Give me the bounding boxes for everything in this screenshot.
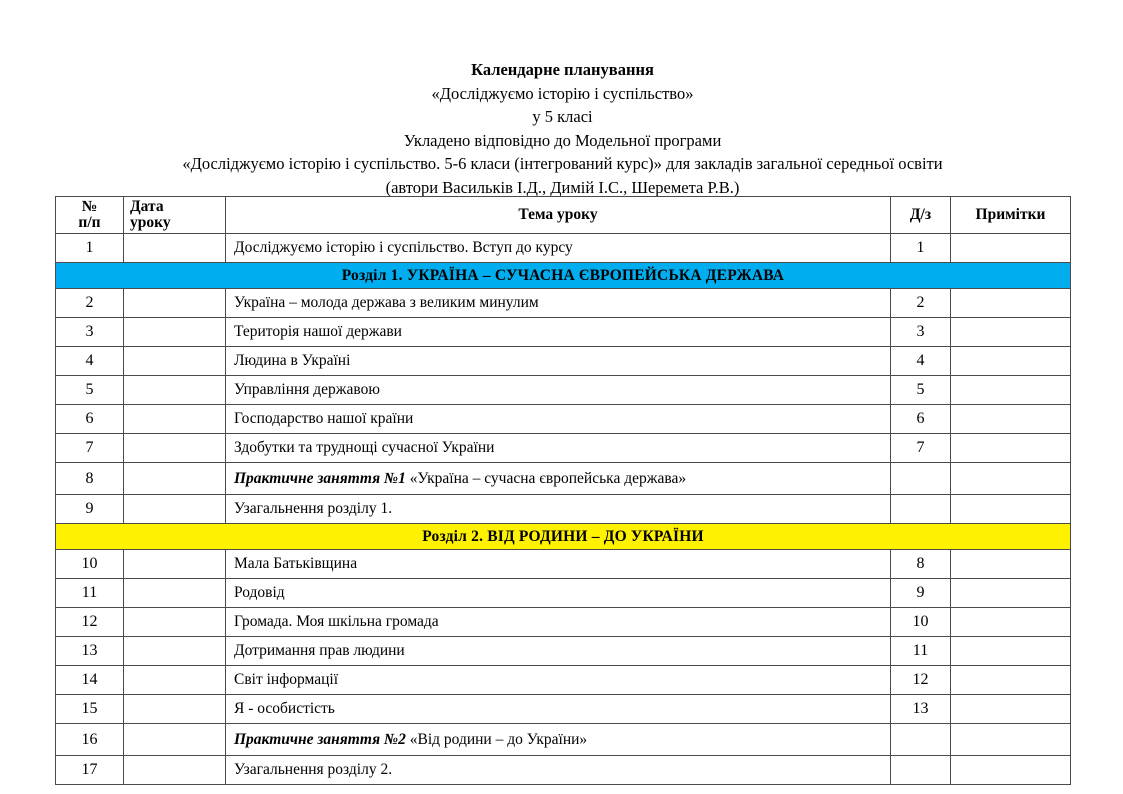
cell-lesson-date[interactable] bbox=[124, 289, 226, 318]
table-row bbox=[56, 405, 1071, 434]
cell-lesson-date[interactable] bbox=[124, 608, 226, 637]
cell-lesson-theme: Я - особистість bbox=[226, 695, 891, 724]
cell-lesson-number: 6 bbox=[56, 405, 124, 434]
cell-lesson-theme: Практичне заняття №2 «Від родини – до України» bbox=[226, 724, 891, 756]
column-header-date bbox=[124, 197, 226, 234]
cell-lesson-theme: Управління державою bbox=[226, 376, 891, 405]
section-title: Розділ 1. УКРАЇНА – СУЧАСНА ЄВРОПЕЙСЬКА ДЕРЖАВА bbox=[56, 263, 1071, 289]
table-row bbox=[56, 608, 1071, 637]
cell-homework: 7 bbox=[891, 434, 951, 463]
cell-lesson-number: 17 bbox=[56, 756, 124, 785]
table-row bbox=[56, 495, 1071, 524]
column-header-date-line2: уроку bbox=[130, 214, 171, 231]
cell-homework: 13 bbox=[891, 695, 951, 724]
cell-lesson-date[interactable] bbox=[124, 550, 226, 579]
cell-lesson-number: 13 bbox=[56, 637, 124, 666]
heading-line-compiled-per: Укладено відповідно до Модельної програми bbox=[403, 130, 722, 150]
cell-lesson-date[interactable] bbox=[124, 637, 226, 666]
cell-homework: 3 bbox=[891, 318, 951, 347]
cell-lesson-number: 2 bbox=[56, 289, 124, 318]
heading-line-program-reference: «Досліджуємо історію і суспільство. 5-6 класи (інтегрований курс)» для закладів загальної середньої освіти bbox=[182, 154, 943, 173]
cell-lesson-date[interactable] bbox=[124, 724, 226, 756]
cell-notes[interactable] bbox=[951, 608, 1071, 637]
cell-notes[interactable] bbox=[951, 289, 1071, 318]
cell-notes[interactable] bbox=[951, 347, 1071, 376]
cell-homework: 5 bbox=[891, 376, 951, 405]
table-row bbox=[56, 637, 1071, 666]
cell-lesson-theme: Досліджуємо історію і суспільство. Вступ до курсу bbox=[226, 234, 891, 263]
heading-line-course-name: «Досліджуємо історію і суспільство» bbox=[431, 83, 694, 103]
cell-lesson-theme: Україна – молода держава з великим минулим bbox=[226, 289, 891, 318]
cell-lesson-number: 10 bbox=[56, 550, 124, 579]
cell-lesson-theme: Здобутки та труднощі сучасної України bbox=[226, 434, 891, 463]
cell-notes[interactable] bbox=[951, 463, 1071, 495]
cell-notes[interactable] bbox=[951, 695, 1071, 724]
cell-lesson-date[interactable] bbox=[124, 318, 226, 347]
column-header-number bbox=[56, 197, 124, 234]
cell-lesson-number: 7 bbox=[56, 434, 124, 463]
section-title: Розділ 2. ВІД РОДИНИ – ДО УКРАЇНИ bbox=[56, 524, 1071, 550]
table-row bbox=[56, 434, 1071, 463]
table-row bbox=[56, 234, 1071, 263]
cell-lesson-theme: Світ інформації bbox=[226, 666, 891, 695]
practice-lesson-label: Практичне заняття №1 bbox=[234, 469, 406, 487]
table-row bbox=[56, 463, 1071, 495]
cell-lesson-date[interactable] bbox=[124, 376, 226, 405]
cell-homework: 9 bbox=[891, 579, 951, 608]
cell-notes[interactable] bbox=[951, 756, 1071, 785]
cell-lesson-date[interactable] bbox=[124, 695, 226, 724]
cell-homework: 1 bbox=[891, 234, 951, 263]
cell-notes[interactable] bbox=[951, 550, 1071, 579]
table-body bbox=[56, 197, 1071, 785]
cell-notes[interactable] bbox=[951, 495, 1071, 524]
table-row bbox=[56, 756, 1071, 785]
table-row bbox=[56, 666, 1071, 695]
column-header-homework: Д/з bbox=[891, 197, 951, 234]
cell-lesson-number: 3 bbox=[56, 318, 124, 347]
document-heading bbox=[55, 58, 1070, 199]
table-row bbox=[56, 724, 1071, 756]
cell-notes[interactable] bbox=[951, 724, 1071, 756]
table-row bbox=[56, 376, 1071, 405]
cell-homework: 10 bbox=[891, 608, 951, 637]
cell-notes[interactable] bbox=[951, 318, 1071, 347]
cell-homework: 8 bbox=[891, 550, 951, 579]
calendar-plan-table bbox=[55, 196, 1071, 785]
cell-lesson-number: 5 bbox=[56, 376, 124, 405]
cell-lesson-date[interactable] bbox=[124, 434, 226, 463]
cell-lesson-theme: Узагальнення розділу 1. bbox=[226, 495, 891, 524]
cell-lesson-theme: Родовід bbox=[226, 579, 891, 608]
cell-lesson-number: 1 bbox=[56, 234, 124, 263]
table-row bbox=[56, 347, 1071, 376]
table-row bbox=[56, 579, 1071, 608]
column-header-notes: Примітки bbox=[951, 197, 1071, 234]
cell-lesson-date[interactable] bbox=[124, 347, 226, 376]
cell-lesson-theme: Практичне заняття №1 «Україна – сучасна європейська держава» bbox=[226, 463, 891, 495]
table-row bbox=[56, 318, 1071, 347]
section-header-row bbox=[56, 263, 1071, 289]
cell-lesson-number: 8 bbox=[56, 463, 124, 495]
cell-notes[interactable] bbox=[951, 637, 1071, 666]
cell-homework: 4 bbox=[891, 347, 951, 376]
section-header-row bbox=[56, 524, 1071, 550]
cell-homework: 2 bbox=[891, 289, 951, 318]
cell-notes[interactable] bbox=[951, 234, 1071, 263]
cell-lesson-date[interactable] bbox=[124, 495, 226, 524]
cell-notes[interactable] bbox=[951, 579, 1071, 608]
heading-line-grade: у 5 класі bbox=[532, 107, 593, 126]
cell-lesson-date[interactable] bbox=[124, 234, 226, 263]
cell-lesson-theme: Узагальнення розділу 2. bbox=[226, 756, 891, 785]
cell-lesson-date[interactable] bbox=[124, 463, 226, 495]
cell-homework bbox=[891, 724, 951, 756]
table-header-row bbox=[56, 197, 1071, 234]
cell-lesson-number: 14 bbox=[56, 666, 124, 695]
heading-line-title: Календарне планування bbox=[471, 60, 654, 79]
cell-lesson-theme: Господарство нашої країни bbox=[226, 405, 891, 434]
cell-lesson-theme: Мала Батьківщина bbox=[226, 550, 891, 579]
cell-notes[interactable] bbox=[951, 405, 1071, 434]
column-header-theme: Тема уроку bbox=[226, 197, 891, 234]
cell-notes[interactable] bbox=[951, 666, 1071, 695]
cell-lesson-number: 4 bbox=[56, 347, 124, 376]
cell-homework: 11 bbox=[891, 637, 951, 666]
cell-lesson-number: 9 bbox=[56, 495, 124, 524]
cell-homework: 6 bbox=[891, 405, 951, 434]
cell-homework bbox=[891, 463, 951, 495]
cell-homework: 12 bbox=[891, 666, 951, 695]
cell-lesson-theme: Громада. Моя шкільна громада bbox=[226, 608, 891, 637]
cell-lesson-theme: Людина в Україні bbox=[226, 347, 891, 376]
table-row bbox=[56, 695, 1071, 724]
cell-lesson-number: 12 bbox=[56, 608, 124, 637]
table-row bbox=[56, 550, 1071, 579]
cell-lesson-date[interactable] bbox=[124, 756, 226, 785]
cell-lesson-number: 11 bbox=[56, 579, 124, 608]
cell-lesson-date[interactable] bbox=[124, 666, 226, 695]
cell-notes[interactable] bbox=[951, 434, 1071, 463]
column-header-number-line2: п/п bbox=[78, 214, 101, 231]
heading-line-authors: (автори Васильків І.Д., Димій І.С., Шеремета Р.В.) bbox=[385, 177, 740, 197]
cell-lesson-theme: Територія нашої держави bbox=[226, 318, 891, 347]
cell-lesson-number: 16 bbox=[56, 724, 124, 756]
table-row bbox=[56, 289, 1071, 318]
cell-homework bbox=[891, 756, 951, 785]
cell-lesson-date[interactable] bbox=[124, 579, 226, 608]
practice-lesson-label: Практичне заняття №2 bbox=[234, 730, 406, 748]
cell-homework bbox=[891, 495, 951, 524]
column-header-number-line1: № bbox=[81, 197, 98, 215]
cell-lesson-date[interactable] bbox=[124, 405, 226, 434]
cell-lesson-theme: Дотримання прав людини bbox=[226, 637, 891, 666]
cell-notes[interactable] bbox=[951, 376, 1071, 405]
cell-lesson-number: 15 bbox=[56, 695, 124, 724]
column-header-date-line1: Дата bbox=[130, 197, 164, 215]
